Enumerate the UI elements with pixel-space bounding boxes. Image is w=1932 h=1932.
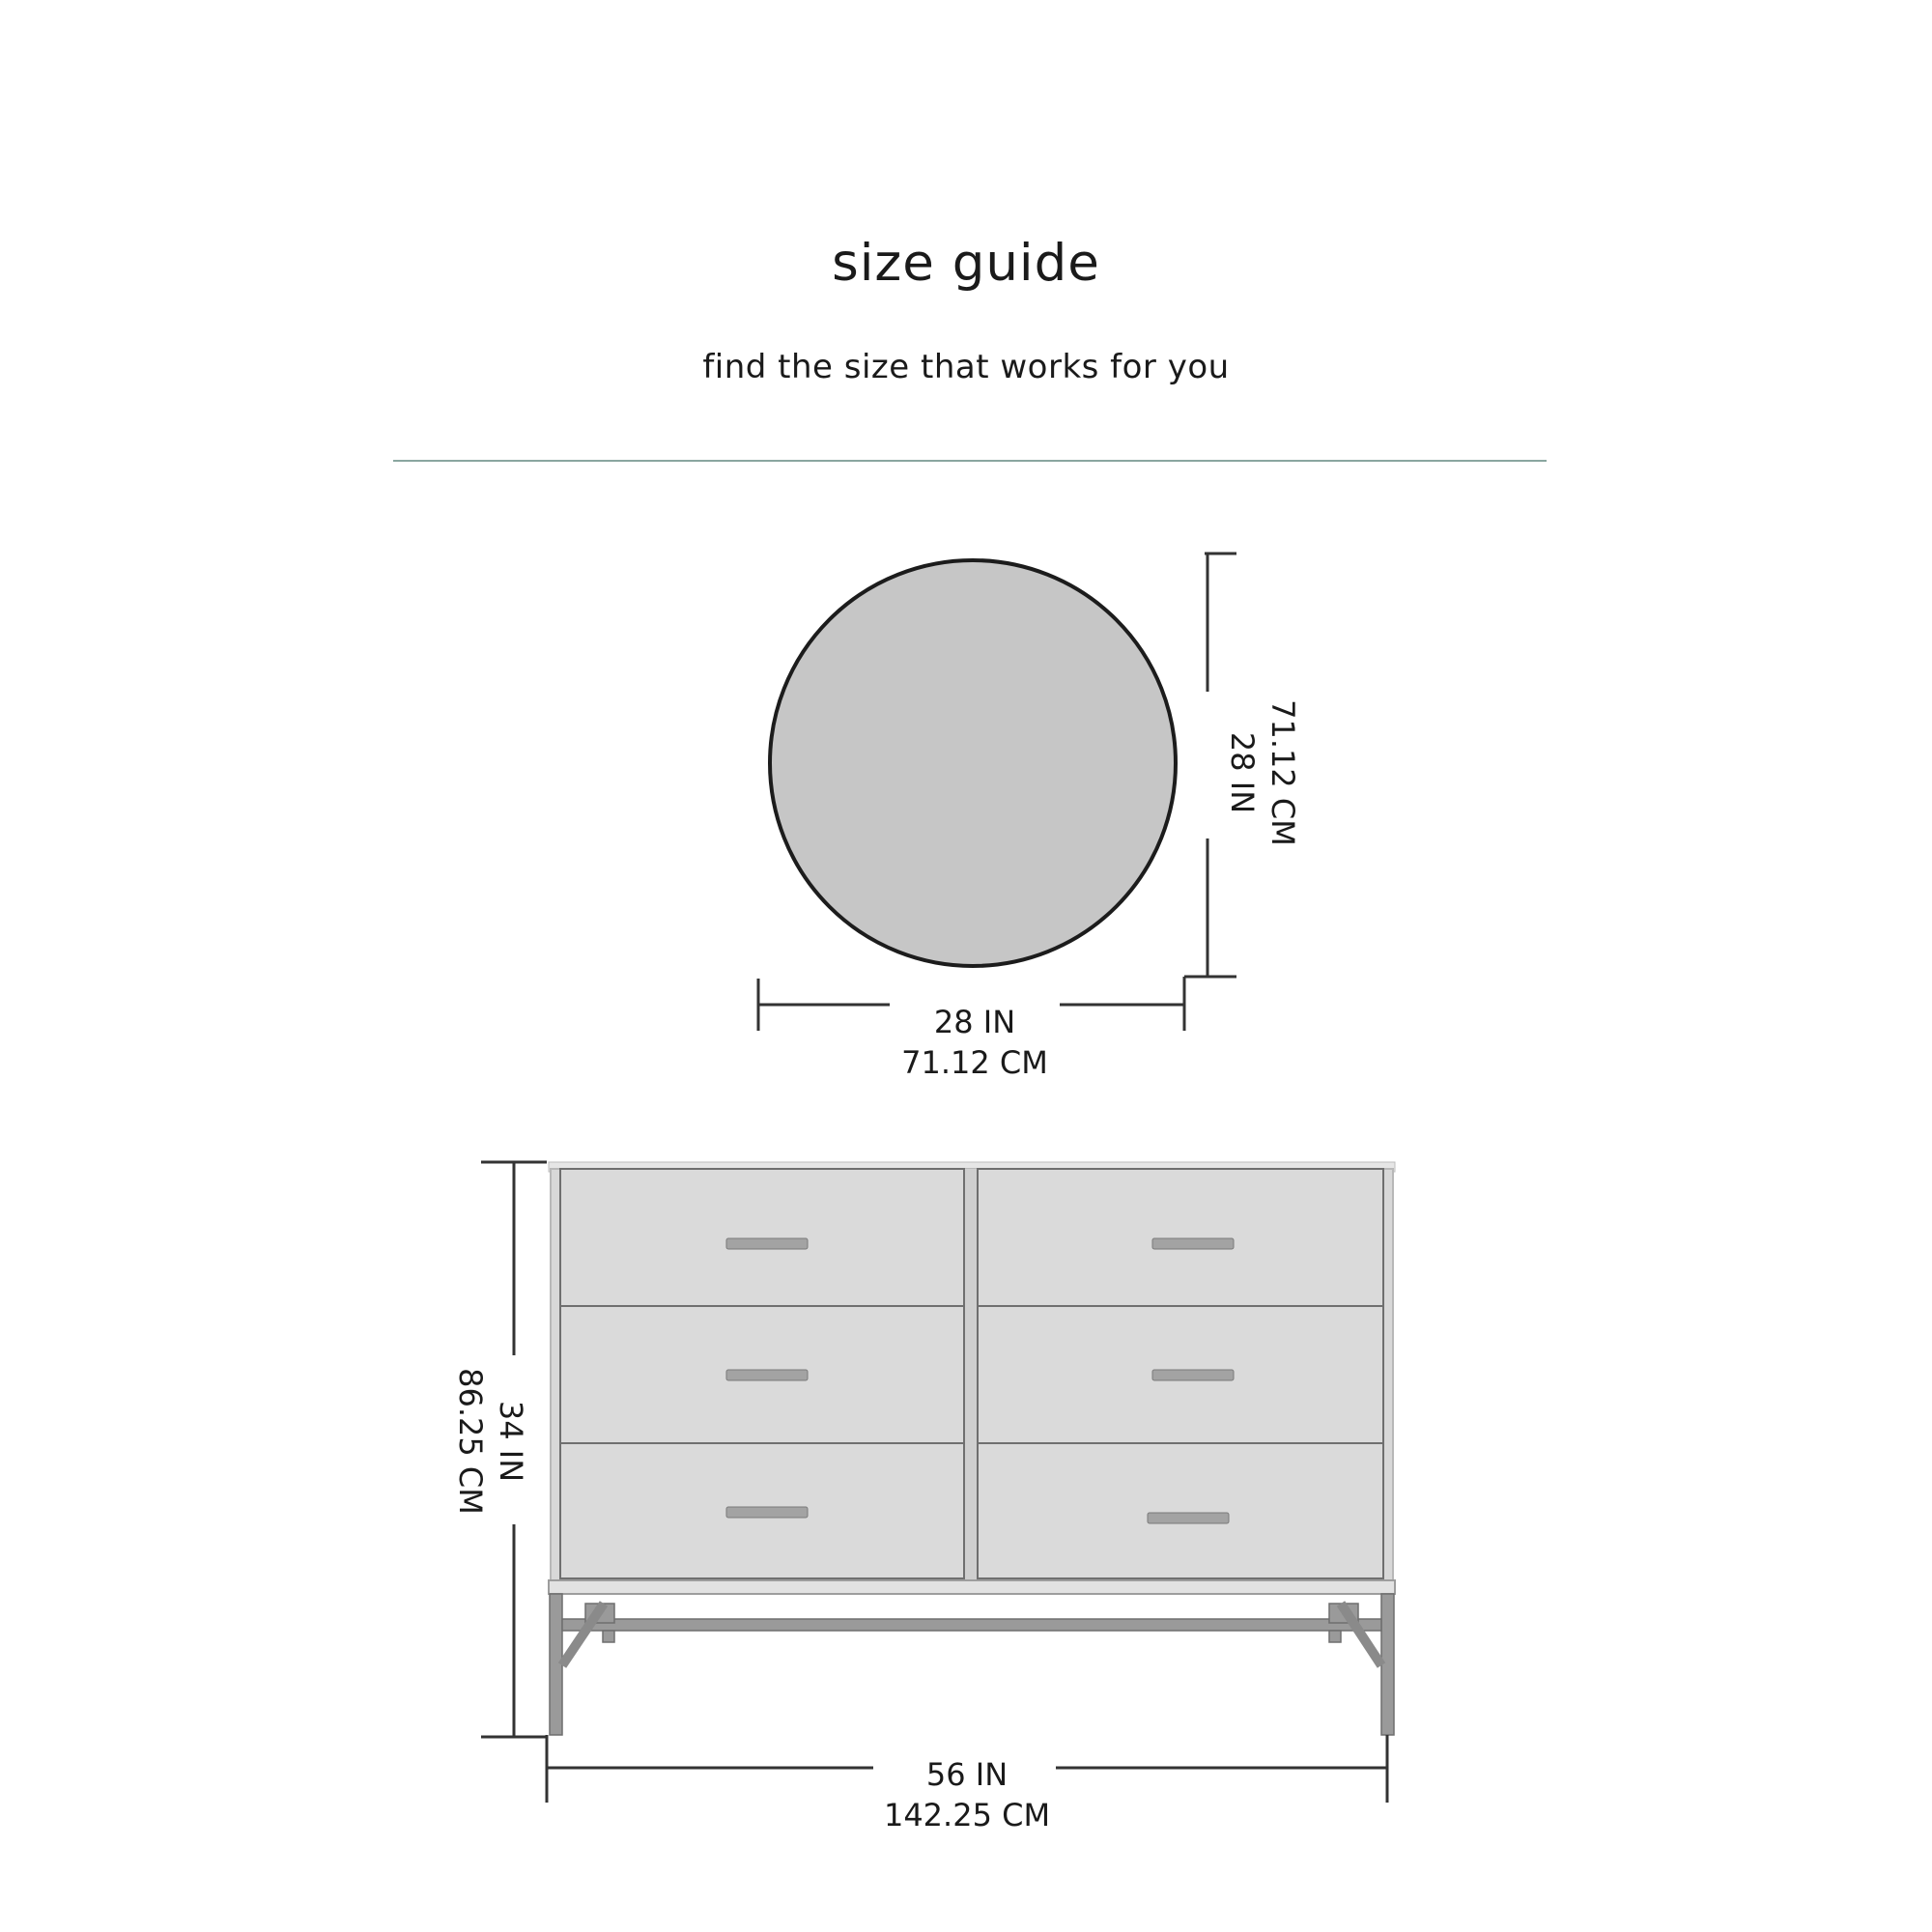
dresser-width-cm: 142.25 CM: [883, 1797, 1051, 1833]
drawer: [978, 1443, 1383, 1578]
mirror-height-cm: 71.12 CM: [1264, 699, 1301, 846]
drawer: [978, 1169, 1383, 1306]
drawer: [978, 1306, 1383, 1443]
metal-frame: [550, 1594, 1394, 1735]
dresser-height-in: 34 IN: [493, 1400, 529, 1483]
drawer-handle: [1148, 1513, 1229, 1523]
drawer: [560, 1169, 964, 1306]
mirror-width-in: 28 IN: [933, 1004, 1016, 1040]
round-mirror: [770, 560, 1176, 966]
mirror-width-cm: 71.12 CM: [901, 1044, 1048, 1081]
drawer: [560, 1443, 964, 1578]
drawer-handle: [726, 1370, 808, 1380]
dresser-width-in: 56 IN: [925, 1756, 1009, 1793]
mirror-height-in: 28 IN: [1224, 731, 1261, 814]
mirror-circle: [770, 560, 1176, 966]
page-subtitle: find the size that works for you: [702, 348, 1230, 386]
drawer-handle: [1152, 1370, 1234, 1380]
drawer: [560, 1306, 964, 1443]
drawer-handle: [1152, 1238, 1234, 1249]
dresser: [549, 1162, 1395, 1735]
page-title: size guide: [832, 234, 1100, 293]
drawer-handle: [726, 1507, 808, 1518]
dresser-height-cm: 86.25 CM: [452, 1368, 489, 1515]
drawer-handle: [726, 1238, 808, 1249]
